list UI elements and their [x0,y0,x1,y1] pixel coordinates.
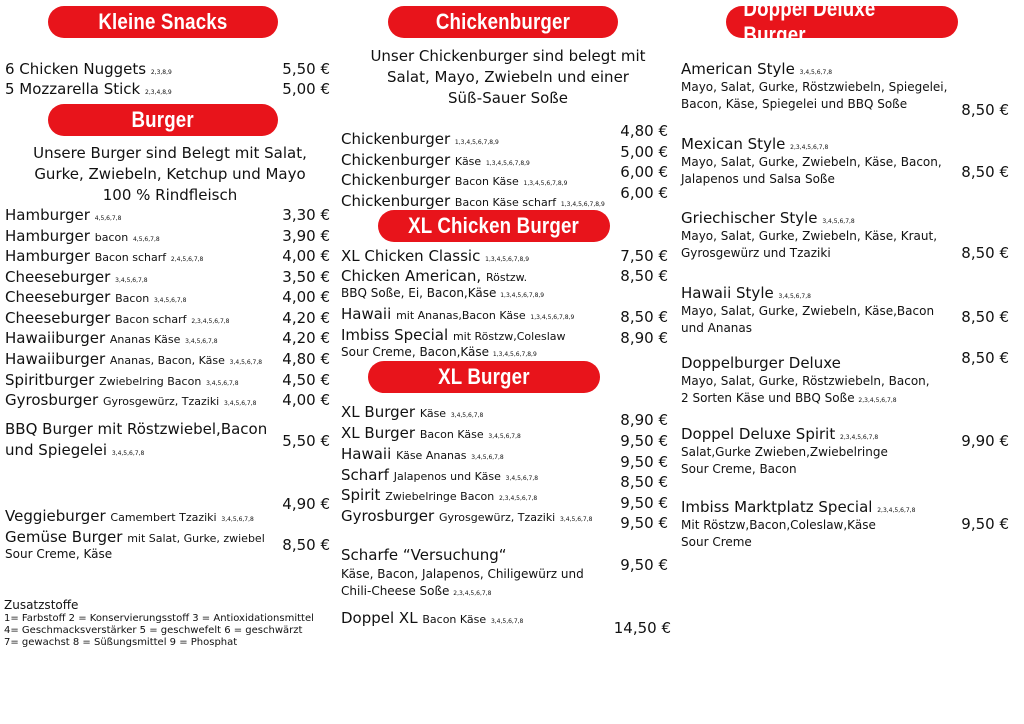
menu-item-description-text: 2 Sorten Käse und BBQ Soße [681,391,855,405]
menu-item-description [341,583,491,602]
menu-item-description-text: Sour Creme, Bacon,Käse [341,345,490,359]
additive-codes: 2,3,4,5,6,7,8 [840,434,879,441]
menu-item-description-text: und Ananas [681,321,753,335]
additive-codes: 4,5,6,7,8 [94,215,122,222]
additive-codes: 2,3,4,8,9 [145,89,172,96]
chicken-intro [340,46,676,109]
burger-intro [5,143,335,206]
menu-item-description [681,228,937,245]
menu-item-name: Spiritburger [5,371,95,389]
additive-codes: 3,4,5,6,7,8 [111,450,145,457]
additive-codes: 1,3,4,5,6,7,8,9 [485,256,530,263]
menu-item-description: Käse, Bacon, Jalapenos, Chiligewürz und [341,567,584,581]
menu-item-name-line [341,191,605,215]
additive-codes: 3,4,5,6,7,8 [224,400,257,407]
burger-intro-line: 100 % Rindfleisch [102,186,238,204]
menu-item-price: 9,50 € [620,432,668,450]
menu-item-description [681,245,831,262]
menu-item-name: Scharfe “Versuchung“ [341,546,507,564]
additive-codes: 2,3,4,5,6,7,8 [858,397,897,404]
menu-item-description [681,303,934,320]
menu-item-description-text: BBQ Soße, Ei, Bacon,Käse [341,286,497,300]
menu-item-name: Scharf [341,466,389,484]
section-banner-burger: Burger [48,104,278,136]
additive-codes: 3,4,5,6,7,8 [560,516,593,523]
menu-item-price: 4,00 € [282,391,330,409]
menu-item-name: Doppel XL [341,609,418,627]
menu-item-description-text: Bacon, Käse, Spiegelei und BBQ Soße [681,97,908,111]
chicken-intro-line: Salat, Mayo, Zwiebeln und einer [387,68,629,86]
menu-item-subtitle: Bacon Käse [454,175,519,188]
menu-item-subtitle: bacon [94,231,129,244]
menu-item-subtitle: Bacon scharf [94,251,167,264]
menu-item-price: 8,50 € [961,349,1009,367]
menu-item-price: 8,50 € [961,244,1009,262]
menu-item-name-line [341,545,507,565]
menu-item-description-text: Mayo, Salat, Gurke, Röstzwiebeln, Spiegelei, [681,80,948,94]
additive-codes: 3,4,5,6,7,8 [822,218,855,225]
menu-item-description-text: Mayo, Salat, Gurke, Röstzwiebeln, Bacon, [681,374,930,388]
menu-item-name: Cheeseburger [5,268,111,286]
bbq-burger-line [5,419,267,439]
menu-item-subtitle: Ananas Käse [109,333,181,346]
menu-item-description [681,390,897,409]
menu-item-subtitle: Käse [419,407,447,420]
menu-item-price: 8,50 € [961,101,1009,119]
section-banner-doppel-deluxe: Doppel Deluxe Burger [726,6,958,38]
additive-codes: 3,4,5,6,7,8 [206,380,239,387]
menu-item-description-text: Chili-Cheese Soße [341,584,450,598]
menu-item-price: 5,00 € [282,80,330,98]
bbq-burger-line [5,440,144,464]
menu-item-name: Hamburger [5,247,90,265]
additives-legend [4,597,334,649]
menu-item-price: 8,90 € [620,411,668,429]
menu-item-price: 4,00 € [282,288,330,306]
menu-item-name: Hawaiiburger [5,350,106,368]
additive-codes: 3,4,5,6,7,8 [505,475,539,482]
menu-item-subtitle: Käse Ananas [396,449,467,462]
menu-item-name: BBQ Burger mit Röstzwiebel,Bacon [5,420,268,438]
menu-item-name: Imbiss Special [341,326,449,344]
menu-item-name-line [681,353,841,373]
menu-item-name: XL Chicken Classic [341,247,481,265]
additive-codes: 1,3,4,5,6,7,8,9 [500,292,545,299]
menu-item-price: 9,50 € [961,515,1009,533]
additive-codes: 3,4,5,6,7,8 [490,618,524,625]
menu-item-description-text: Salat,Gurke Zwieben,Zwiebelringe [681,445,888,459]
menu-item-price: 4,20 € [282,309,330,327]
menu-item-description [681,517,876,534]
menu-item-description [681,444,888,461]
menu-item-price: 4,20 € [282,329,330,347]
additive-codes: 1,3,4,5,6,7,8,9 [530,314,575,321]
menu-item-name: Hawaiiburger [5,329,106,347]
additive-codes: 3,4,5,6,7,8 [221,516,254,523]
menu-item-description [681,534,752,551]
menu-item-description: Sour Creme, Käse [5,547,113,561]
menu-item-price: 8,50 € [961,163,1009,181]
additive-codes: 3,4,5,6,7,8 [450,412,484,419]
menu-item-description-text: Jalapenos und Salsa Soße [681,172,835,186]
menu-item-price: 3,30 € [282,206,330,224]
menu-item-name: und Spiegelei [5,441,108,459]
menu-item-name: Veggieburger [5,507,106,525]
menu-item-name-line [341,608,523,632]
menu-item-description [341,285,544,304]
additive-codes: 2,4,5,6,7,8 [170,256,204,263]
menu-item-description [341,344,537,363]
menu-item-price: 8,50 € [282,536,330,554]
menu-item-description-text: Sour Creme [681,535,752,549]
menu-item-price: 9,50 € [620,494,668,512]
burger-intro-line: Gurke, Zwiebeln, Ketchup und Mayo [34,165,306,183]
menu-item-price: 8,50 € [620,267,668,285]
menu-item-name: Gyrosburger [5,391,99,409]
menu-item-description-text: Mayo, Salat, Gurke, Zwiebeln, Käse, Bacon, [681,155,942,169]
additive-codes: 2,3,8,9 [150,69,172,76]
menu-item-subtitle: Zwiebelring Bacon [99,375,202,388]
additive-codes: 1,3,4,5,6,7,8,9 [454,139,499,146]
menu-item-price: 8,50 € [620,473,668,491]
additive-codes: 3,4,5,6,7,8 [115,277,148,284]
menu-item-subtitle: mit Röstzw,Coleslaw [452,330,566,343]
additive-codes: 4,5,6,7,8 [132,236,160,243]
menu-item-price: 5,50 € [282,432,330,450]
chicken-intro-line: Süß-Sauer Soße [448,89,568,107]
menu-item-price: 6,00 € [620,163,668,181]
menu-item-name: XL Burger [341,403,416,421]
additive-codes: 3,4,5,6,7,8 [471,454,504,461]
menu-item-price: 5,50 € [282,60,330,78]
section-banner-xl-chicken-burger: XL Chicken Burger [378,210,610,242]
additive-codes: 1,3,4,5,6,7,8,9 [492,351,537,358]
menu-item-price: 6,00 € [620,184,668,202]
menu-item-name: Chickenburger [341,171,451,189]
additive-codes: 2,3,4,5,6,7,8 [453,590,492,597]
menu-item-description [681,154,942,171]
menu-item-name: Doppel Deluxe Spirit [681,425,836,443]
chicken-intro-line: Unser Chickenburger sind belegt mit [370,47,646,65]
menu-item-price: 7,50 € [620,247,668,265]
additives-legend-title: Zusatzstoffe [4,598,79,612]
menu-item-subtitle: Ananas, Bacon, Käse [109,354,225,367]
menu-item-description-text: Mayo, Salat, Gurke, Zwiebeln, Käse, Kraut, [681,229,938,243]
menu-item-subtitle: Gyrosgewürz, Tzaziki [438,511,556,524]
menu-item-name: American Style [681,60,795,78]
additive-codes: 2,3,4,5,6,7,8 [877,507,916,514]
menu-item-description [681,461,797,478]
menu-item-description [681,320,752,337]
menu-item-subtitle: mit Salat, Gurke, zwiebel [127,532,265,545]
menu-item-subtitle: Röstzw. [485,271,528,284]
menu-item-price: 8,50 € [620,308,668,326]
section-banner-chickenburger: Chickenburger [388,6,618,38]
menu-item-subtitle: mit Ananas,Bacon Käse [396,309,526,322]
menu-item-name-line [5,79,172,103]
additive-codes: 1,3,4,5,6,7,8,9 [523,180,568,187]
additive-codes: 3,4,5,6,7,8 [799,69,833,76]
menu-item-description-text: Mayo, Salat, Gurke, Zwiebeln, Käse,Bacon [681,304,935,318]
menu-item-price: 4,80 € [282,350,330,368]
menu-item-subtitle: Zwiebelringe Bacon [385,490,495,503]
menu-item-name: Chickenburger [341,130,451,148]
menu-item-name-line [5,390,256,414]
menu-item-subtitle: Käse [454,155,482,168]
menu-item-description [681,171,835,188]
menu-item-name: 6 Chicken Nuggets [5,60,147,78]
menu-item-price: 3,50 € [282,268,330,286]
burger-intro-line: Unsere Burger sind Belegt mit Salat, [33,144,307,162]
menu-item-price: 9,90 € [961,432,1009,450]
menu-item-price: 8,90 € [620,329,668,347]
menu-item-subtitle: Bacon Käse [419,428,484,441]
menu-item-price: 9,50 € [620,556,668,574]
menu-item-name: Chicken American, [341,267,482,285]
menu-item-subtitle: Camembert Tzaziki [110,511,217,524]
menu-item-name: Gyrosburger [341,507,435,525]
menu-item-name: Hawaii Style [681,284,774,302]
menu-item-name: Imbiss Marktplatz Special [681,498,873,516]
menu-item-name: Hamburger [5,227,90,245]
menu-item-name: Mexican Style [681,135,786,153]
menu-item-name: Doppelburger Deluxe [681,354,841,372]
menu-item-name-line [341,506,592,530]
menu-item-price: 4,50 € [282,371,330,389]
additive-codes: 2,3,4,5,6,7,8 [499,495,538,502]
additive-codes: 3,4,5,6,7,8 [229,359,263,366]
menu-item-name: Hawaii [341,305,392,323]
menu-item-name: Hawaii [341,445,392,463]
section-banner-snacks: Kleine Snacks [48,6,278,38]
menu-item-price: 3,90 € [282,227,330,245]
section-banner-xl-burger: XL Burger [368,361,600,393]
menu-item-name: Gemüse Burger [5,528,123,546]
additive-codes: 3,4,5,6,7,8 [153,297,187,304]
menu-item-description-text: Mit Röstzw,Bacon,Coleslaw,Käse [681,518,876,532]
additive-codes: 3,4,5,6,7,8 [488,433,521,440]
additives-legend-line: 7= gewachst 8 = Süßungsmittel 9 = Phosphat [4,637,238,648]
menu-item-price: 4,90 € [282,495,330,513]
menu-item-description-text: Gyrosgewürz und Tzaziki [681,246,831,260]
menu-item-name: Chickenburger [341,151,451,169]
menu-item-price: 8,50 € [961,308,1009,326]
additive-codes: 2,3,4,5,6,7,8 [191,318,230,325]
menu-item-name: Spirit [341,486,381,504]
menu-item-name: 5 Mozzarella Stick [5,80,141,98]
menu-column-right [681,0,1021,724]
menu-item-description [681,79,947,96]
menu-item-name: Griechischer Style [681,209,818,227]
menu-item-subtitle: Gyrosgewürz, Tzaziki [102,395,220,408]
menu-item-subtitle: Bacon Käse scharf [454,196,557,209]
menu-item-description [681,96,907,113]
additives-legend-line: 4= Geschmacksverstärker 5 = geschwefelt 6 = geschwärzt [4,625,303,636]
menu-item-price: 4,80 € [620,122,668,140]
additives-legend-line: 1= Farbstoff 2 = Konservierungsstoff 3 = Antioxidationsmittel [4,613,314,624]
menu-item-name: Chickenburger [341,192,451,210]
menu-item-subtitle: Bacon Käse [422,613,487,626]
menu-item-price: 14,50 € [613,619,671,637]
menu-item-name: Cheeseburger [5,288,111,306]
menu-item-price: 4,00 € [282,247,330,265]
menu-item-price: 5,00 € [620,143,668,161]
menu-item-name: XL Burger [341,424,416,442]
menu-item-subtitle: Bacon scharf [115,313,187,326]
additive-codes: 1,3,4,5,6,7,8,9 [560,201,605,208]
menu-item-name: Cheeseburger [5,309,111,327]
menu-item-description-text: Sour Creme, Bacon [681,462,797,476]
additive-codes: 3,4,5,6,7,8 [185,338,218,345]
menu-item-price: 9,50 € [620,453,668,471]
menu-item-name: Hamburger [5,206,90,224]
additive-codes: 2,3,4,5,6,7,8 [790,144,829,151]
menu-item-subtitle: Bacon [115,292,150,305]
menu-item-price: 9,50 € [620,514,668,532]
additive-codes: 1,3,4,5,6,7,8,9 [485,160,530,167]
menu-item-subtitle: Jalapenos und Käse [393,470,501,483]
menu-item-description [681,373,930,390]
additive-codes: 3,4,5,6,7,8 [778,293,811,300]
